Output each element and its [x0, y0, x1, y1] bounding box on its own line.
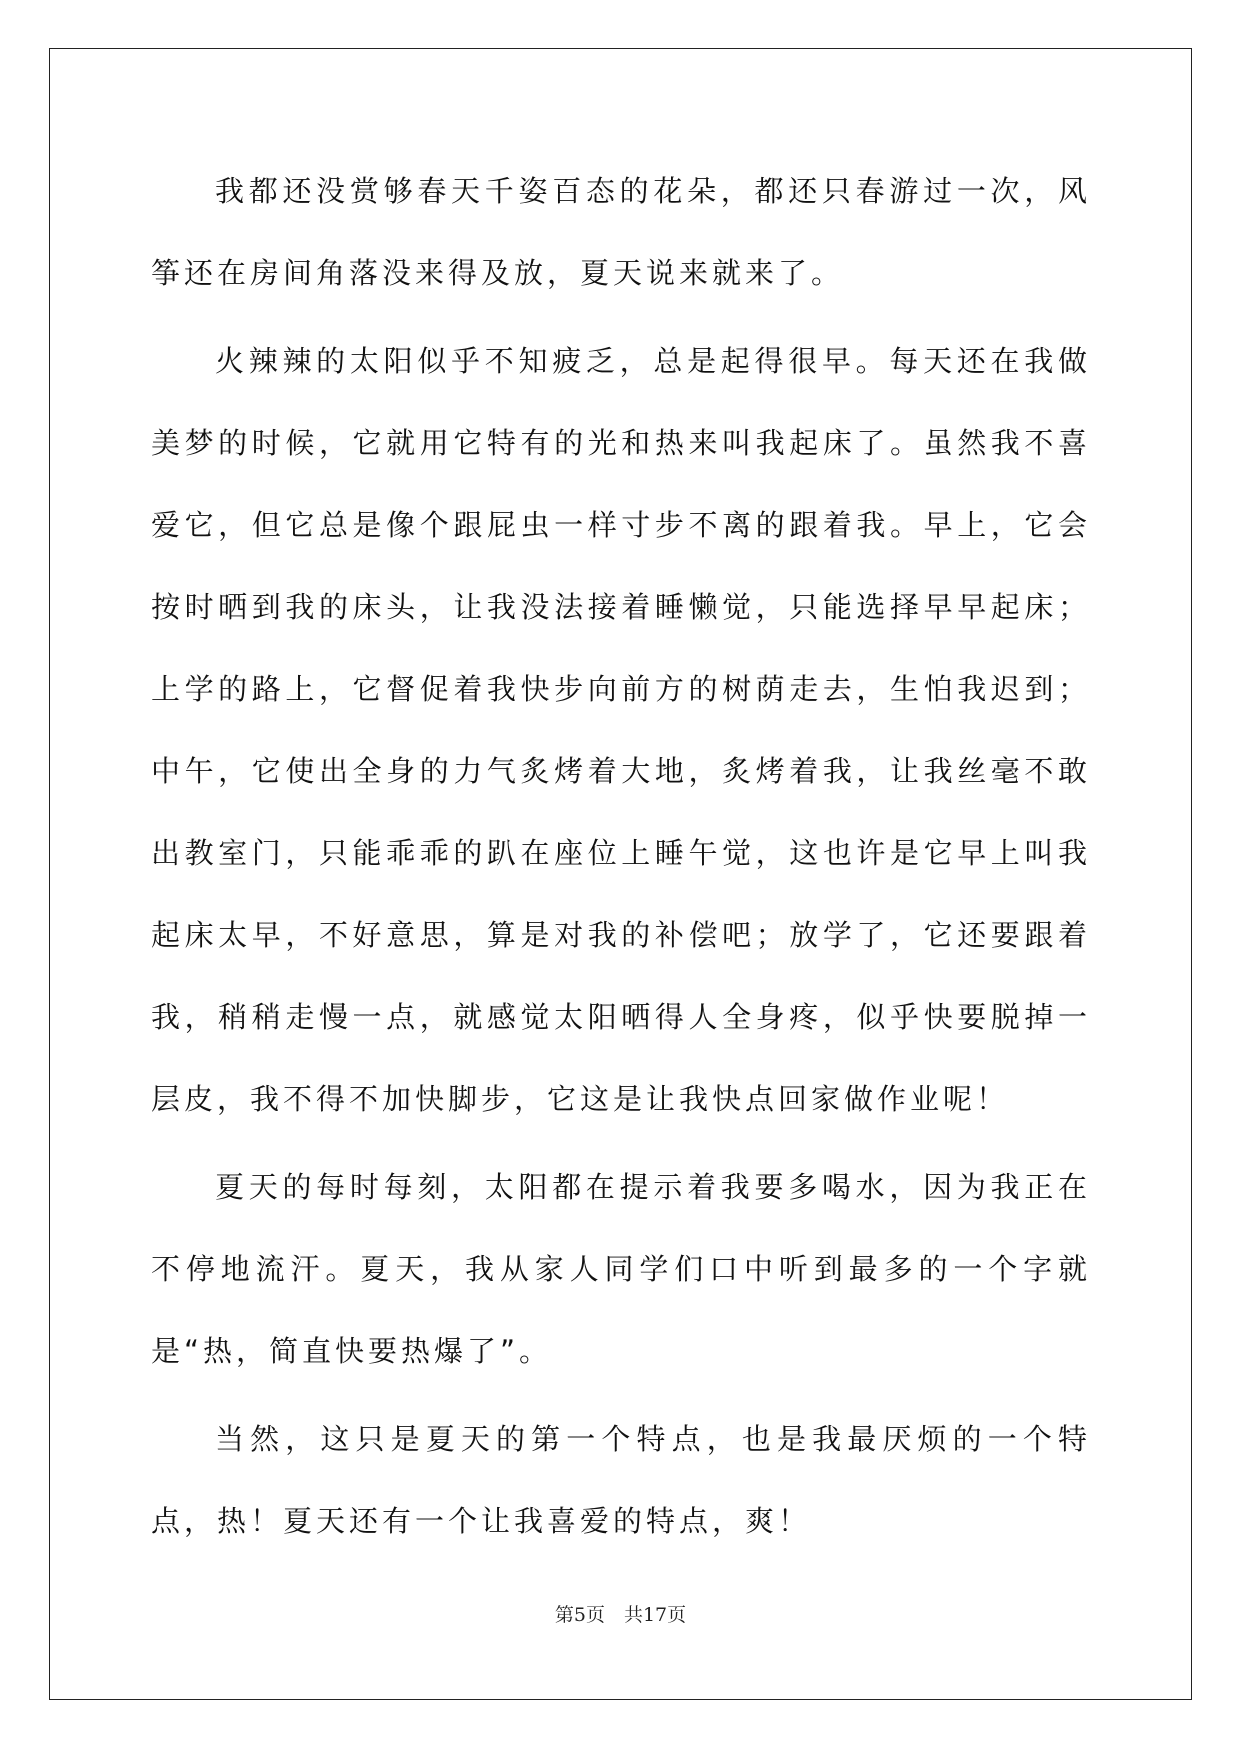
paragraph-4: 当然，这只是夏天的第一个特点，也是我最厌烦的一个特点，热！夏天还有一个让我喜爱的特点，爽！	[151, 1422, 1091, 1538]
document-body	[151, 150, 1091, 1562]
paragraph-3: 夏天的每时每刻，太阳都在提示着我要多喝水，因为我正在不停地流汗。夏天，我从家人同学们口中听到最多的一个字就是“热，简直快要热爆了”。	[151, 1170, 1091, 1368]
paragraph-2: 火辣辣的太阳似乎不知疲乏，总是起得很早。每天还在我做美梦的时候，它就用它特有的光和热来叫我起床了。虽然我不喜爱它，但它总是像个跟屁虫一样寸步不离的跟着我。早上，它会按时晒到我的床头，让我没法接着睡懒觉，只能选择早早起床；上学的路上，它督促着我快步向前方的树荫走去，生怕我迟到；中午，它使出全身的力气炙烤着大地，炙烤着我，让我丝毫不敢出教室门，只能乖乖的趴在座位上睡午觉，这也许是它早上叫我起床太早，不好意思，算是对我的补偿吧；放学了，它还要跟着我，稍稍走慢一点，就感觉太阳晒得人全身疼，似乎快要脱掉一层皮，我不得不加快脚步，它这是让我快点回家做作业呢！	[151, 344, 1091, 1116]
page-number-footer: 第5页 共17页	[554, 1604, 687, 1626]
paragraph-1: 我都还没赏够春天千姿百态的花朵，都还只春游过一次，风筝还在房间角落没来得及放，夏天说来就来了。	[151, 174, 1091, 290]
